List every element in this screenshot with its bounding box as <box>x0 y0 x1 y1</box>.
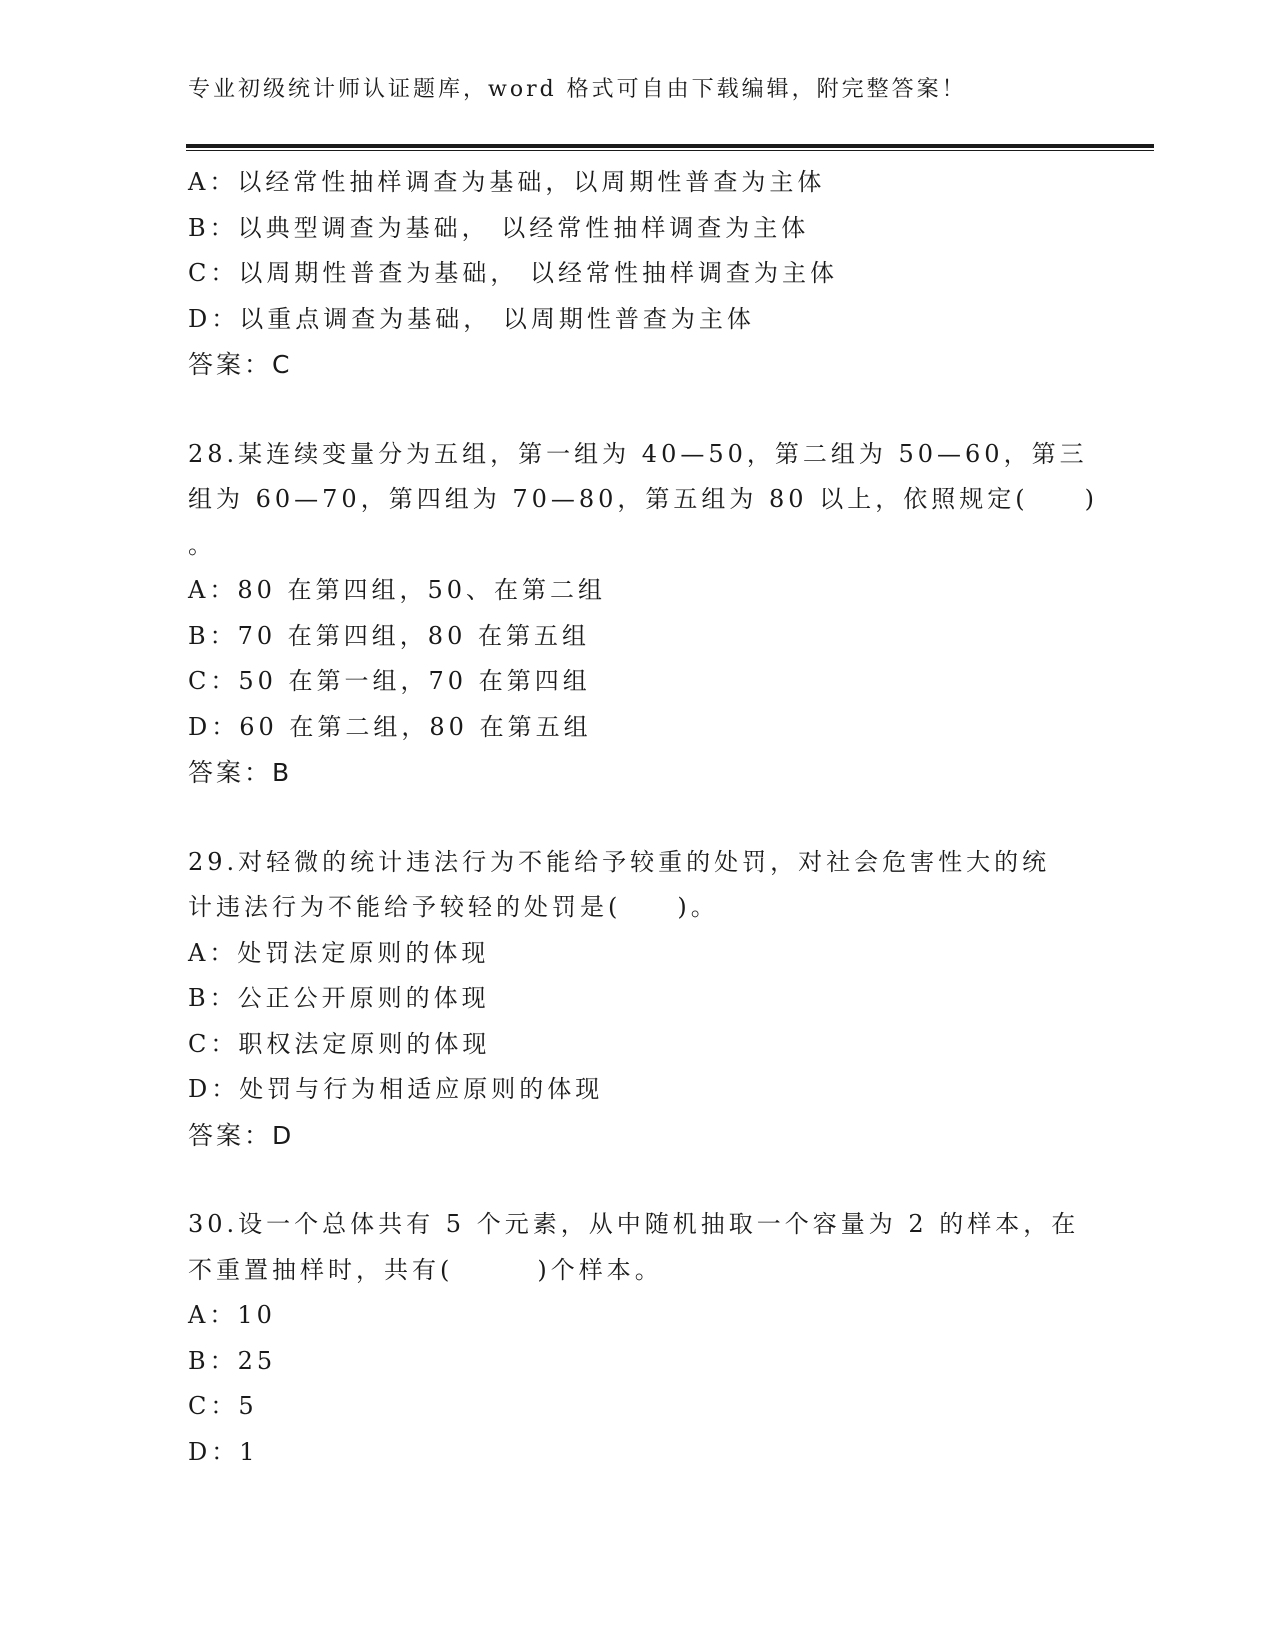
option-d: D：以重点调查为基础， 以周期性普查为主体 <box>188 304 755 333</box>
question-text-line: 组为 60—70，第四组为 70—80，第五组为 80 以上，依照规定( ) <box>188 485 1098 513</box>
answer-line: 答案：B <box>188 758 293 787</box>
option-d: D：处罚与行为相适应原则的体现 <box>188 1075 604 1103</box>
page-header: 专业初级统计师认证题库，word 格式可自由下载编辑，附完整答案！ <box>188 77 967 102</box>
question-text-line: 计违法行为不能给予较轻的处罚是( )。 <box>188 893 719 921</box>
option-a: A：以经常性抽样调查为基础，以周期性普查为主体 <box>188 168 826 196</box>
question-text-line: 30.设一个总体共有 5 个元素，从中随机抽取一个容量为 2 的样本，在 <box>188 1210 1080 1238</box>
spacer <box>188 1158 1088 1202</box>
spacer <box>188 388 1088 432</box>
option-d: D：60 在第二组，80 在第五组 <box>188 712 592 741</box>
question-text-line: 28.某连续变量分为五组，第一组为 40—50，第二组为 50—60，第三 <box>188 439 1088 468</box>
option-c: C：5 <box>188 1392 258 1420</box>
question-27 <box>188 160 1088 388</box>
question-text-line: 不重置抽样时，共有( )个样本。 <box>188 1255 663 1284</box>
option-b: B：25 <box>188 1346 277 1375</box>
spacer <box>188 796 1088 840</box>
option-c: C：50 在第一组，70 在第四组 <box>188 667 591 695</box>
option-a: A：80 在第四组，50、在第二组 <box>188 576 607 604</box>
question-28 <box>188 432 1098 796</box>
option-b: B：70 在第四组，80 在第五组 <box>188 621 590 650</box>
option-a: A：10 <box>188 1301 276 1329</box>
question-text-line: 。 <box>188 530 216 559</box>
header-rule-thick <box>186 144 1154 148</box>
question-text-line: 29.对轻微的统计违法行为不能给予较重的处罚，对社会危害性大的统 <box>188 847 1051 876</box>
question-30 <box>188 1202 1088 1475</box>
question-content <box>188 160 1098 1475</box>
option-b: B：以典型调查为基础， 以经常性抽样调查为主体 <box>188 213 810 242</box>
answer-line: 答案：C <box>188 350 293 379</box>
header-rule-thin <box>186 150 1154 151</box>
option-b: B：公正公开原则的体现 <box>188 984 490 1012</box>
option-a: A：处罚法定原则的体现 <box>188 938 490 967</box>
option-c: C：以周期性普查为基础， 以经常性抽样调查为主体 <box>188 259 838 287</box>
option-c: C：职权法定原则的体现 <box>188 1029 491 1058</box>
option-d: D：1 <box>188 1437 259 1466</box>
question-29 <box>188 840 1088 1159</box>
answer-line: 答案：D <box>188 1120 295 1150</box>
